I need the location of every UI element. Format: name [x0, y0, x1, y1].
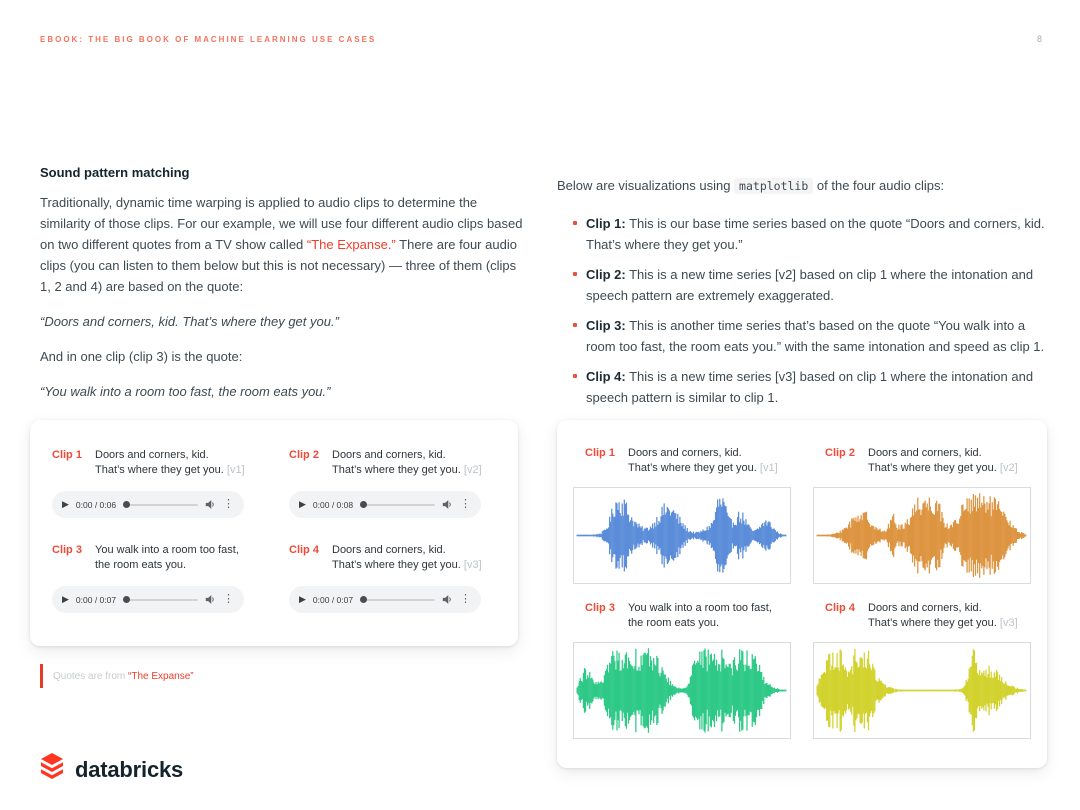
clip-label: Clip 2	[825, 447, 855, 459]
version-tag: [v1]	[759, 462, 778, 474]
list-item	[573, 366, 1049, 408]
right-column	[557, 162, 1049, 417]
footnote-text: Quotes are from	[53, 670, 129, 682]
viz-clip-3	[573, 601, 791, 740]
clip-label: Clip 4:	[586, 369, 626, 384]
ebook-title: EBOOK: THE BIG BOOK OF MACHINE LEARNING USE CASES	[40, 34, 377, 44]
audio-player[interactable]	[289, 491, 481, 518]
more-options-icon[interactable]: ⋮	[223, 498, 234, 510]
version-tag: [v3]	[463, 559, 482, 571]
top-bar	[40, 34, 1042, 44]
clip-description: This is our base time series based on the quote “Doors and corners, kid. That’s where they get you.”	[586, 216, 1045, 252]
clip-label: Clip 4	[825, 602, 855, 614]
red-accent-bar	[40, 664, 43, 688]
waveform-plot	[573, 642, 791, 739]
play-button[interactable]: ▶	[299, 594, 306, 604]
clip-description: This is another time series that’s based on the quote “You walk into a room too fast, the room eats you.” with the same intonation and speed as clip 1.	[586, 318, 1045, 354]
list-item	[573, 213, 1049, 255]
clip-label: Clip 2	[289, 449, 319, 461]
clip-label: Clip 3	[585, 602, 615, 614]
footnote-show-title: “The Expanse”	[128, 670, 194, 682]
viz-intro	[557, 175, 1049, 197]
clip-description: This is a new time series [v3] based on clip 1 where the intonation and speech pattern is similar to clip 1.	[586, 369, 1034, 405]
play-button[interactable]: ▶	[299, 499, 306, 509]
viz-clip-2	[813, 446, 1031, 585]
seek-slider[interactable]	[360, 599, 435, 601]
left-column	[40, 162, 524, 416]
clip-quote: Doors and corners, kid. That’s where they get you. [v3]	[332, 544, 482, 571]
show-title-highlight: “The Expanse.”	[306, 237, 396, 252]
clip-label: Clip 3	[52, 544, 82, 556]
audio-player[interactable]	[52, 491, 244, 518]
seek-thumb[interactable]	[123, 596, 130, 603]
clip-quote: You walk into a room too fast, the room eats you.	[95, 544, 239, 571]
seek-slider[interactable]	[360, 504, 435, 506]
clip-label: Clip 2:	[586, 267, 626, 282]
more-options-icon[interactable]: ⋮	[460, 593, 471, 605]
intro-paragraph	[40, 192, 524, 297]
clip-quote: Doors and corners, kid. That’s where they get you. [v1]	[95, 449, 245, 476]
play-button[interactable]: ▶	[62, 594, 69, 604]
clip-quote: Doors and corners, kid. That’s where they get you. [v2]	[868, 447, 1018, 474]
seek-slider[interactable]	[123, 504, 198, 506]
audio-clips-card	[30, 420, 518, 646]
paragraph-text: Traditionally, dynamic time warping is applied to audio clips to determine the similarity of those clips. For our example, we will use four different audio clips based on two different quotes from a TV show called	[40, 195, 523, 252]
audio-clip-4	[289, 543, 496, 622]
version-tag: [v1]	[226, 464, 245, 476]
quote-room-too-fast: “You walk into a room too fast, the room eats you.”	[40, 384, 331, 399]
volume-icon[interactable]	[205, 499, 216, 510]
audio-clip-1	[52, 448, 259, 527]
time-display: 0:00 / 0:06	[75, 499, 117, 510]
volume-icon[interactable]	[205, 594, 216, 605]
more-options-icon[interactable]: ⋮	[460, 498, 471, 510]
list-item	[573, 264, 1049, 306]
waveform-plot	[573, 487, 791, 584]
viz-clip-1	[573, 446, 791, 585]
clip-label: Clip 3:	[586, 318, 626, 333]
volume-icon[interactable]	[442, 499, 453, 510]
clip-quote: Doors and corners, kid. That’s where they get you. [v3]	[868, 602, 1018, 629]
seek-thumb[interactable]	[360, 501, 367, 508]
brand-footer	[38, 752, 183, 787]
time-display: 0:00 / 0:07	[75, 594, 117, 605]
audio-clip-2	[289, 448, 496, 527]
audio-player[interactable]	[52, 586, 244, 613]
clip-label: Clip 1	[52, 449, 82, 461]
version-tag: [v2]	[463, 464, 482, 476]
waveform-plot	[813, 487, 1031, 584]
databricks-logo-icon	[38, 752, 66, 787]
clip-quote: Doors and corners, kid. That’s where they get you. [v2]	[332, 449, 482, 476]
clip-quote: You walk into a room too fast, the room eats you.	[628, 602, 772, 629]
paragraph-clip3: And in one clip (clip 3) is the quote:	[40, 349, 243, 364]
more-options-icon[interactable]: ⋮	[223, 593, 234, 605]
waveform-viz-card	[557, 420, 1047, 768]
clip-quote: Doors and corners, kid. That’s where they get you. [v1]	[628, 447, 778, 474]
waveform-plot	[813, 642, 1031, 739]
seek-thumb[interactable]	[360, 596, 367, 603]
clip-label: Clip 4	[289, 544, 319, 556]
time-display: 0:00 / 0:08	[312, 499, 354, 510]
clip-description: This is a new time series [v2] based on clip 1 where the intonation and speech pattern are extremely exaggerated.	[586, 267, 1034, 303]
page-number: 8	[1036, 34, 1042, 44]
play-button[interactable]: ▶	[62, 499, 69, 509]
intro-text: of the four audio clips:	[813, 178, 945, 193]
version-tag: [v3]	[999, 617, 1018, 629]
matplotlib-code: matplotlib	[734, 178, 813, 194]
audio-player[interactable]	[289, 586, 481, 613]
time-display: 0:00 / 0:07	[312, 594, 354, 605]
viz-clip-4	[813, 601, 1031, 740]
volume-icon[interactable]	[442, 594, 453, 605]
clip-label: Clip 1:	[586, 216, 626, 231]
seek-slider[interactable]	[123, 599, 198, 601]
list-item	[573, 315, 1049, 357]
seek-thumb[interactable]	[123, 501, 130, 508]
clip-label: Clip 1	[585, 447, 615, 459]
quote-source-note	[40, 664, 194, 688]
version-tag: [v2]	[999, 462, 1018, 474]
audio-clip-3	[52, 543, 259, 622]
intro-text: Below are visualizations using	[557, 178, 735, 193]
section-heading: Sound pattern matching	[40, 165, 190, 180]
quote-doors-corners: “Doors and corners, kid. That’s where they get you.”	[40, 314, 339, 329]
paragraph-text: There are four audio clips (you can listen to them below but this is not necessary) — three of them (clips 1, 2 and 4) are based on the quote:	[40, 237, 517, 294]
brand-wordmark: databricks	[75, 756, 184, 782]
clip-bullet-list	[557, 213, 1049, 408]
